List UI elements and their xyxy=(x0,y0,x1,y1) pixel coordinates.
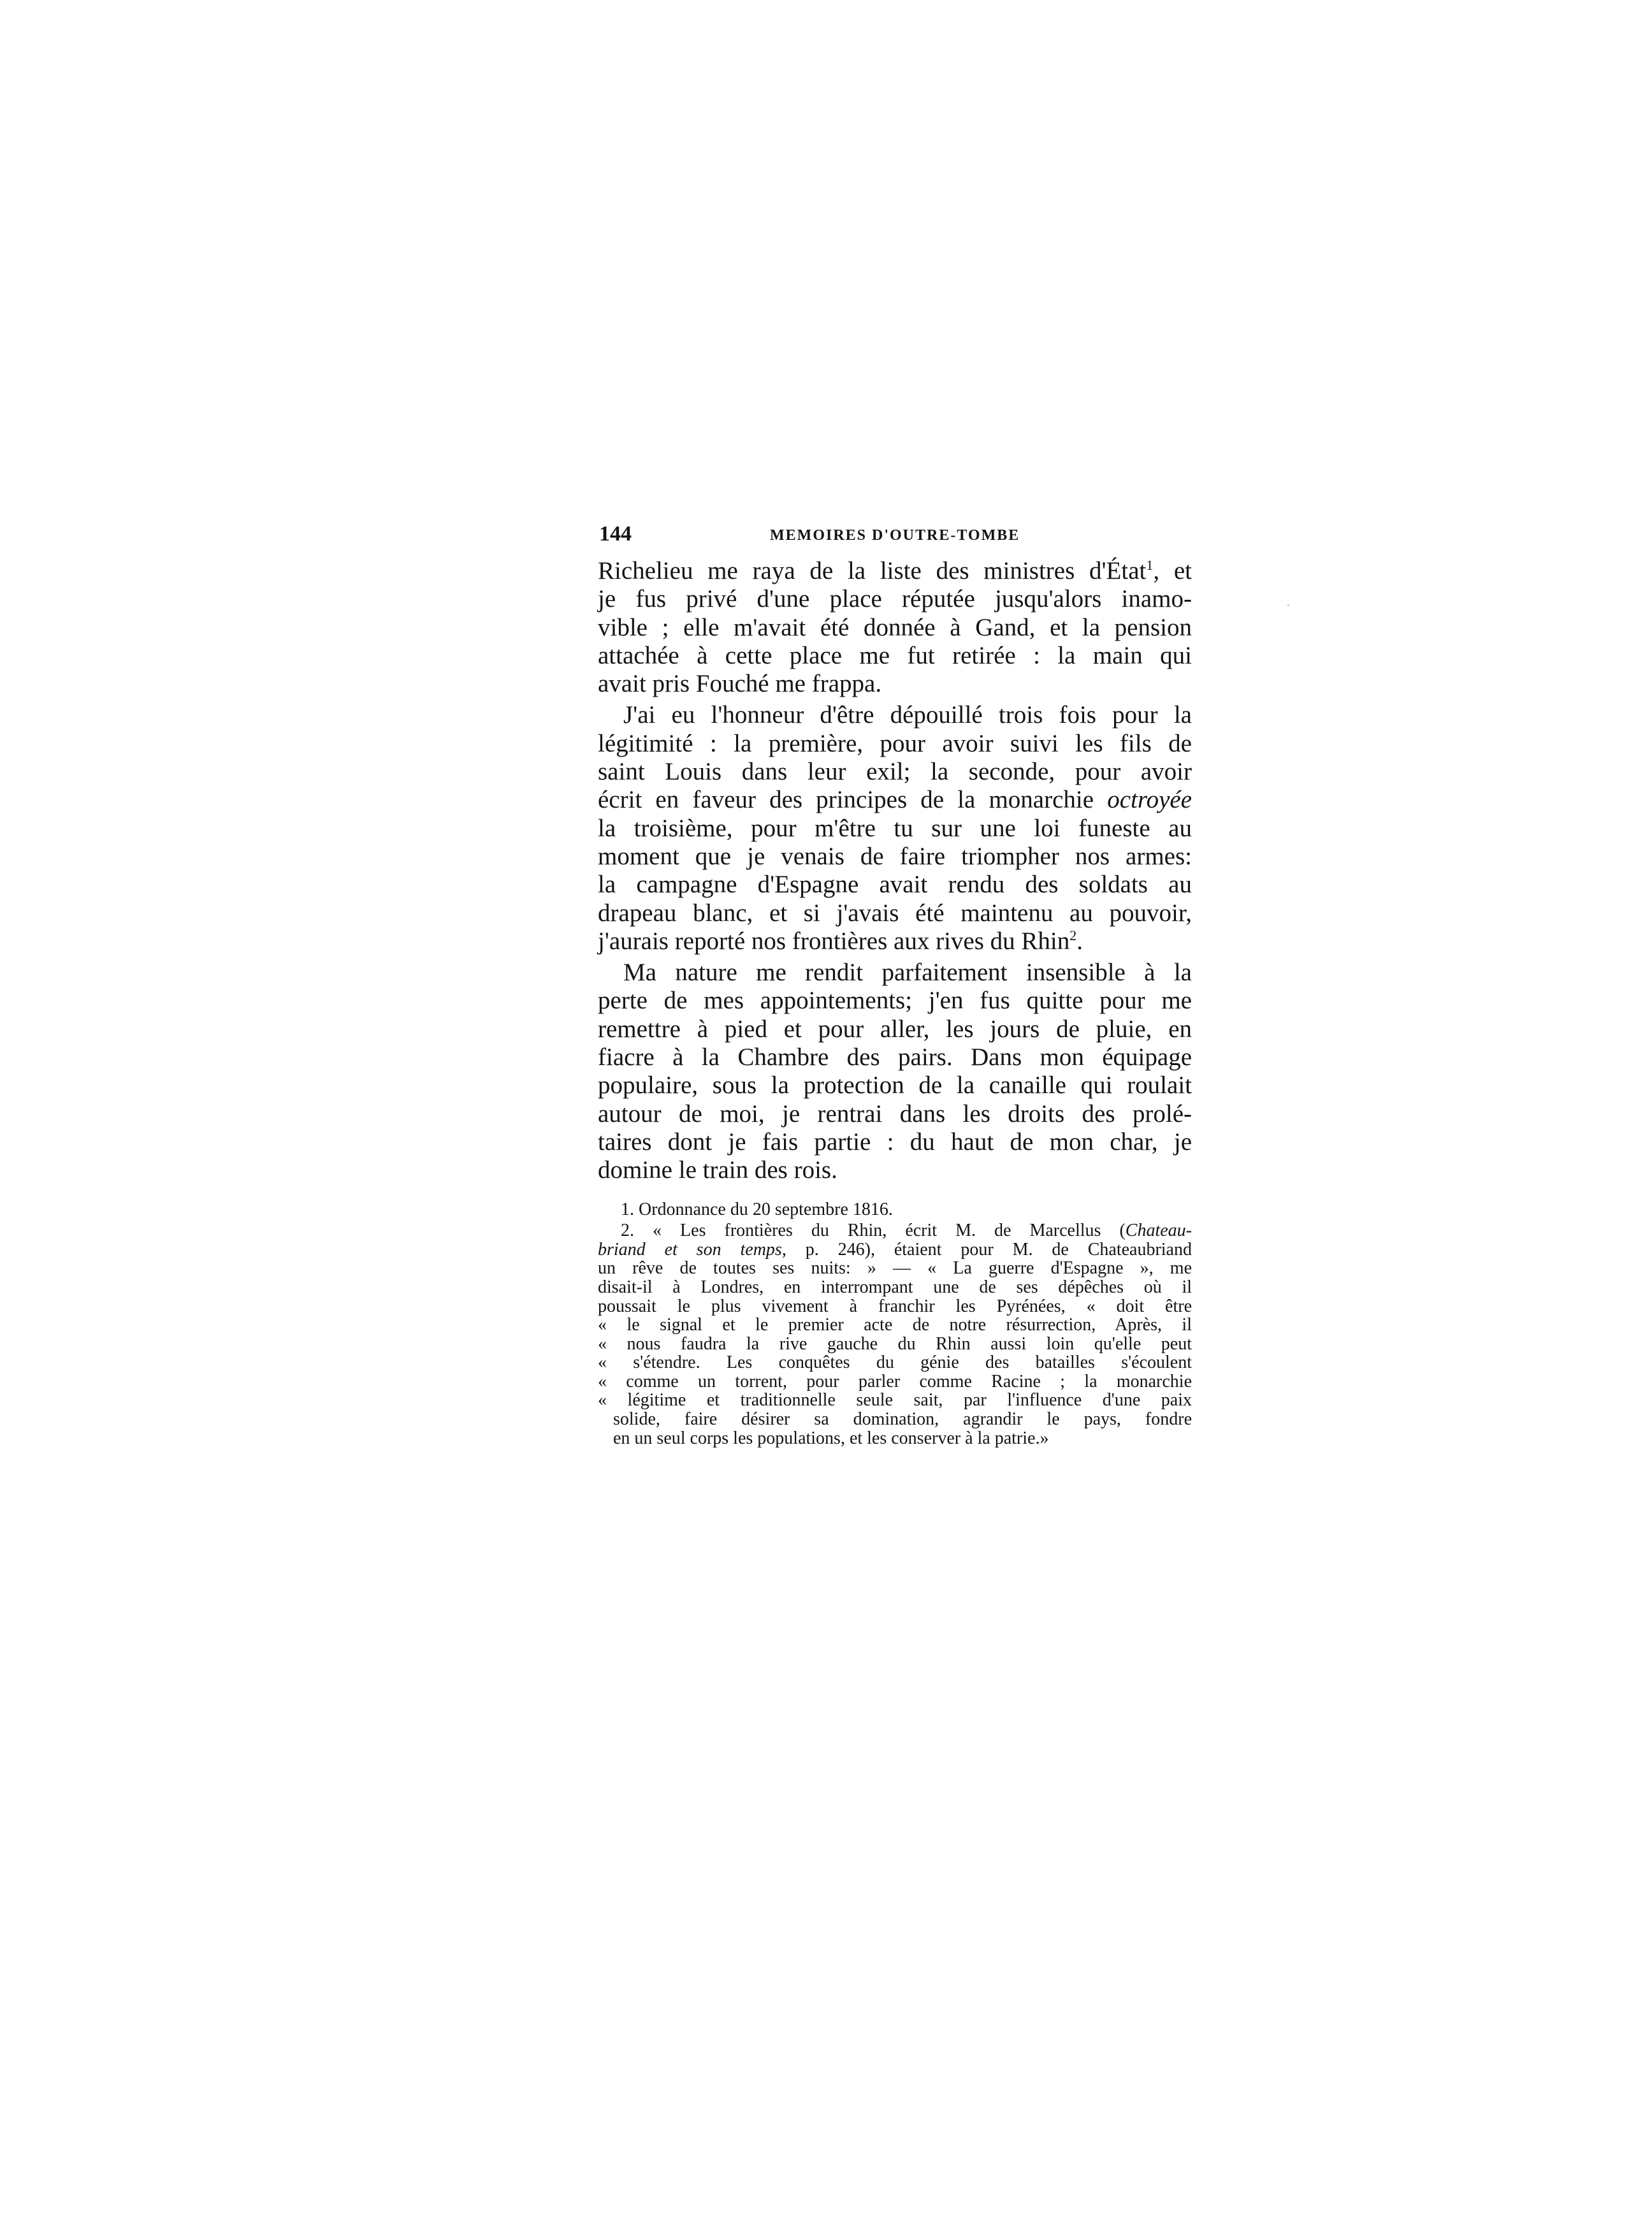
footnote-line: poussait le plus vivement à franchir les Pyrénées, « doit être xyxy=(598,1296,1192,1316)
footnote-line xyxy=(598,1221,1192,1240)
scan-speck xyxy=(1287,604,1289,606)
footnotes xyxy=(598,1200,1192,1448)
footnote-line: « le signal et le premier acte de notre résurrection, Après, il xyxy=(598,1315,1192,1335)
text-line: J'ai eu l'honneur d'être dépouillé trois fois pour la xyxy=(623,701,1192,729)
footnote-line: en un seul corps les populations, et les conserver à la patrie.» xyxy=(613,1428,1049,1448)
footnote-ref-1: 1 xyxy=(1146,557,1154,573)
footnote-1: 1. Ordonnance du 20 septembre 1816. xyxy=(621,1199,893,1219)
text-line: Ma nature me rendit parfaitement insensible à la xyxy=(623,959,1192,987)
text-span: j'aurais reporté nos frontières aux rives du Rhin xyxy=(598,927,1070,955)
text-line: taires dont je fais partie : du haut de mon char, je xyxy=(598,1128,1192,1156)
footnote-2 xyxy=(598,1221,1192,1448)
footnote-line xyxy=(598,1240,1192,1260)
paragraph-2 xyxy=(598,701,1192,955)
footnote-line: « légitime et traditionnelle seule sait, par l'influence d'une paix xyxy=(598,1390,1192,1411)
footnote-line: solide, faire désirer sa domination, agrandir le pays, fondre xyxy=(613,1409,1192,1430)
text-line: remettre à pied et pour aller, les jours de pluie, en xyxy=(598,1015,1192,1043)
page-number: 144 xyxy=(599,522,632,546)
text-line: attachée à cette place me fut retirée : la main qui xyxy=(598,641,1192,669)
text-line: perte de mes appointements; j'en fus quitte pour me xyxy=(598,987,1192,1015)
text-line: domine le train des rois. xyxy=(598,1156,837,1184)
running-head xyxy=(598,521,1192,549)
text-line: légitimité : la première, pour avoir suivi les fils de xyxy=(598,729,1192,757)
italic-title: briand et son temps xyxy=(598,1239,782,1260)
footnote-ref-2: 2 xyxy=(1069,927,1077,943)
text-line xyxy=(598,557,1192,585)
text-span: 2. « Les frontières du Rhin, écrit M. de Marcellus ( xyxy=(621,1221,1126,1241)
text-line: fiacre à la Chambre des pairs. Dans mon équipage xyxy=(598,1043,1192,1071)
italic-title: Chateau- xyxy=(1125,1221,1192,1241)
paragraph-3 xyxy=(598,959,1192,1184)
text-span: , p. 246), étaient pour M. de Chateaubriand xyxy=(781,1239,1192,1260)
text-line xyxy=(598,927,1192,955)
body-text xyxy=(598,557,1192,1185)
text-line: drapeau blanc, et si j'avais été maintenu au pouvoir, xyxy=(598,899,1192,927)
footnote-line: un rêve de toutes ses nuits: » — « La guerre d'Espagne », me xyxy=(598,1258,1192,1279)
book-page xyxy=(598,521,1192,1448)
text-line: la campagne d'Espagne avait rendu des soldats au xyxy=(598,871,1192,899)
text-span: , et xyxy=(1153,557,1192,584)
text-span: Richelieu me raya de la liste des ministres d'État xyxy=(598,557,1147,584)
text-span: . xyxy=(1076,927,1083,955)
text-line: avait pris Fouché me frappa. xyxy=(598,670,882,698)
text-line: moment que je venais de faire triompher nos armes: xyxy=(598,842,1192,870)
text-line: vible ; elle m'avait été donnée à Gand, et la pension xyxy=(598,613,1192,641)
text-span: écrit en faveur des principes de la monarchie xyxy=(598,786,1108,814)
running-title: MEMOIRES D'OUTRE-TOMBE xyxy=(770,527,1020,544)
text-line: je fus privé d'une place réputée jusqu'alors inamo- xyxy=(598,585,1192,613)
text-line: autour de moi, je rentrai dans les droits des prolé- xyxy=(598,1100,1192,1128)
text-line xyxy=(598,786,1192,814)
footnote-line: disait-il à Londres, en interrompant une de ses dépêches où il xyxy=(598,1277,1192,1297)
footnote-line: « comme un torrent, pour parler comme Racine ; la monarchie xyxy=(598,1371,1192,1391)
footnote-line: « nous faudra la rive gauche du Rhin aussi loin qu'elle peut xyxy=(598,1333,1192,1354)
text-line: la troisième, pour m'être tu sur une loi funeste au xyxy=(598,814,1192,842)
text-line: saint Louis dans leur exil; la seconde, pour avoir xyxy=(598,758,1192,786)
text-line: populaire, sous la protection de la canaille qui roulait xyxy=(598,1071,1192,1100)
paragraph-1 xyxy=(598,557,1192,698)
footnote-line: « s'étendre. Les conquêtes du génie des batailles s'écoulent xyxy=(598,1353,1192,1373)
italic-word: octroyée xyxy=(1107,786,1192,814)
